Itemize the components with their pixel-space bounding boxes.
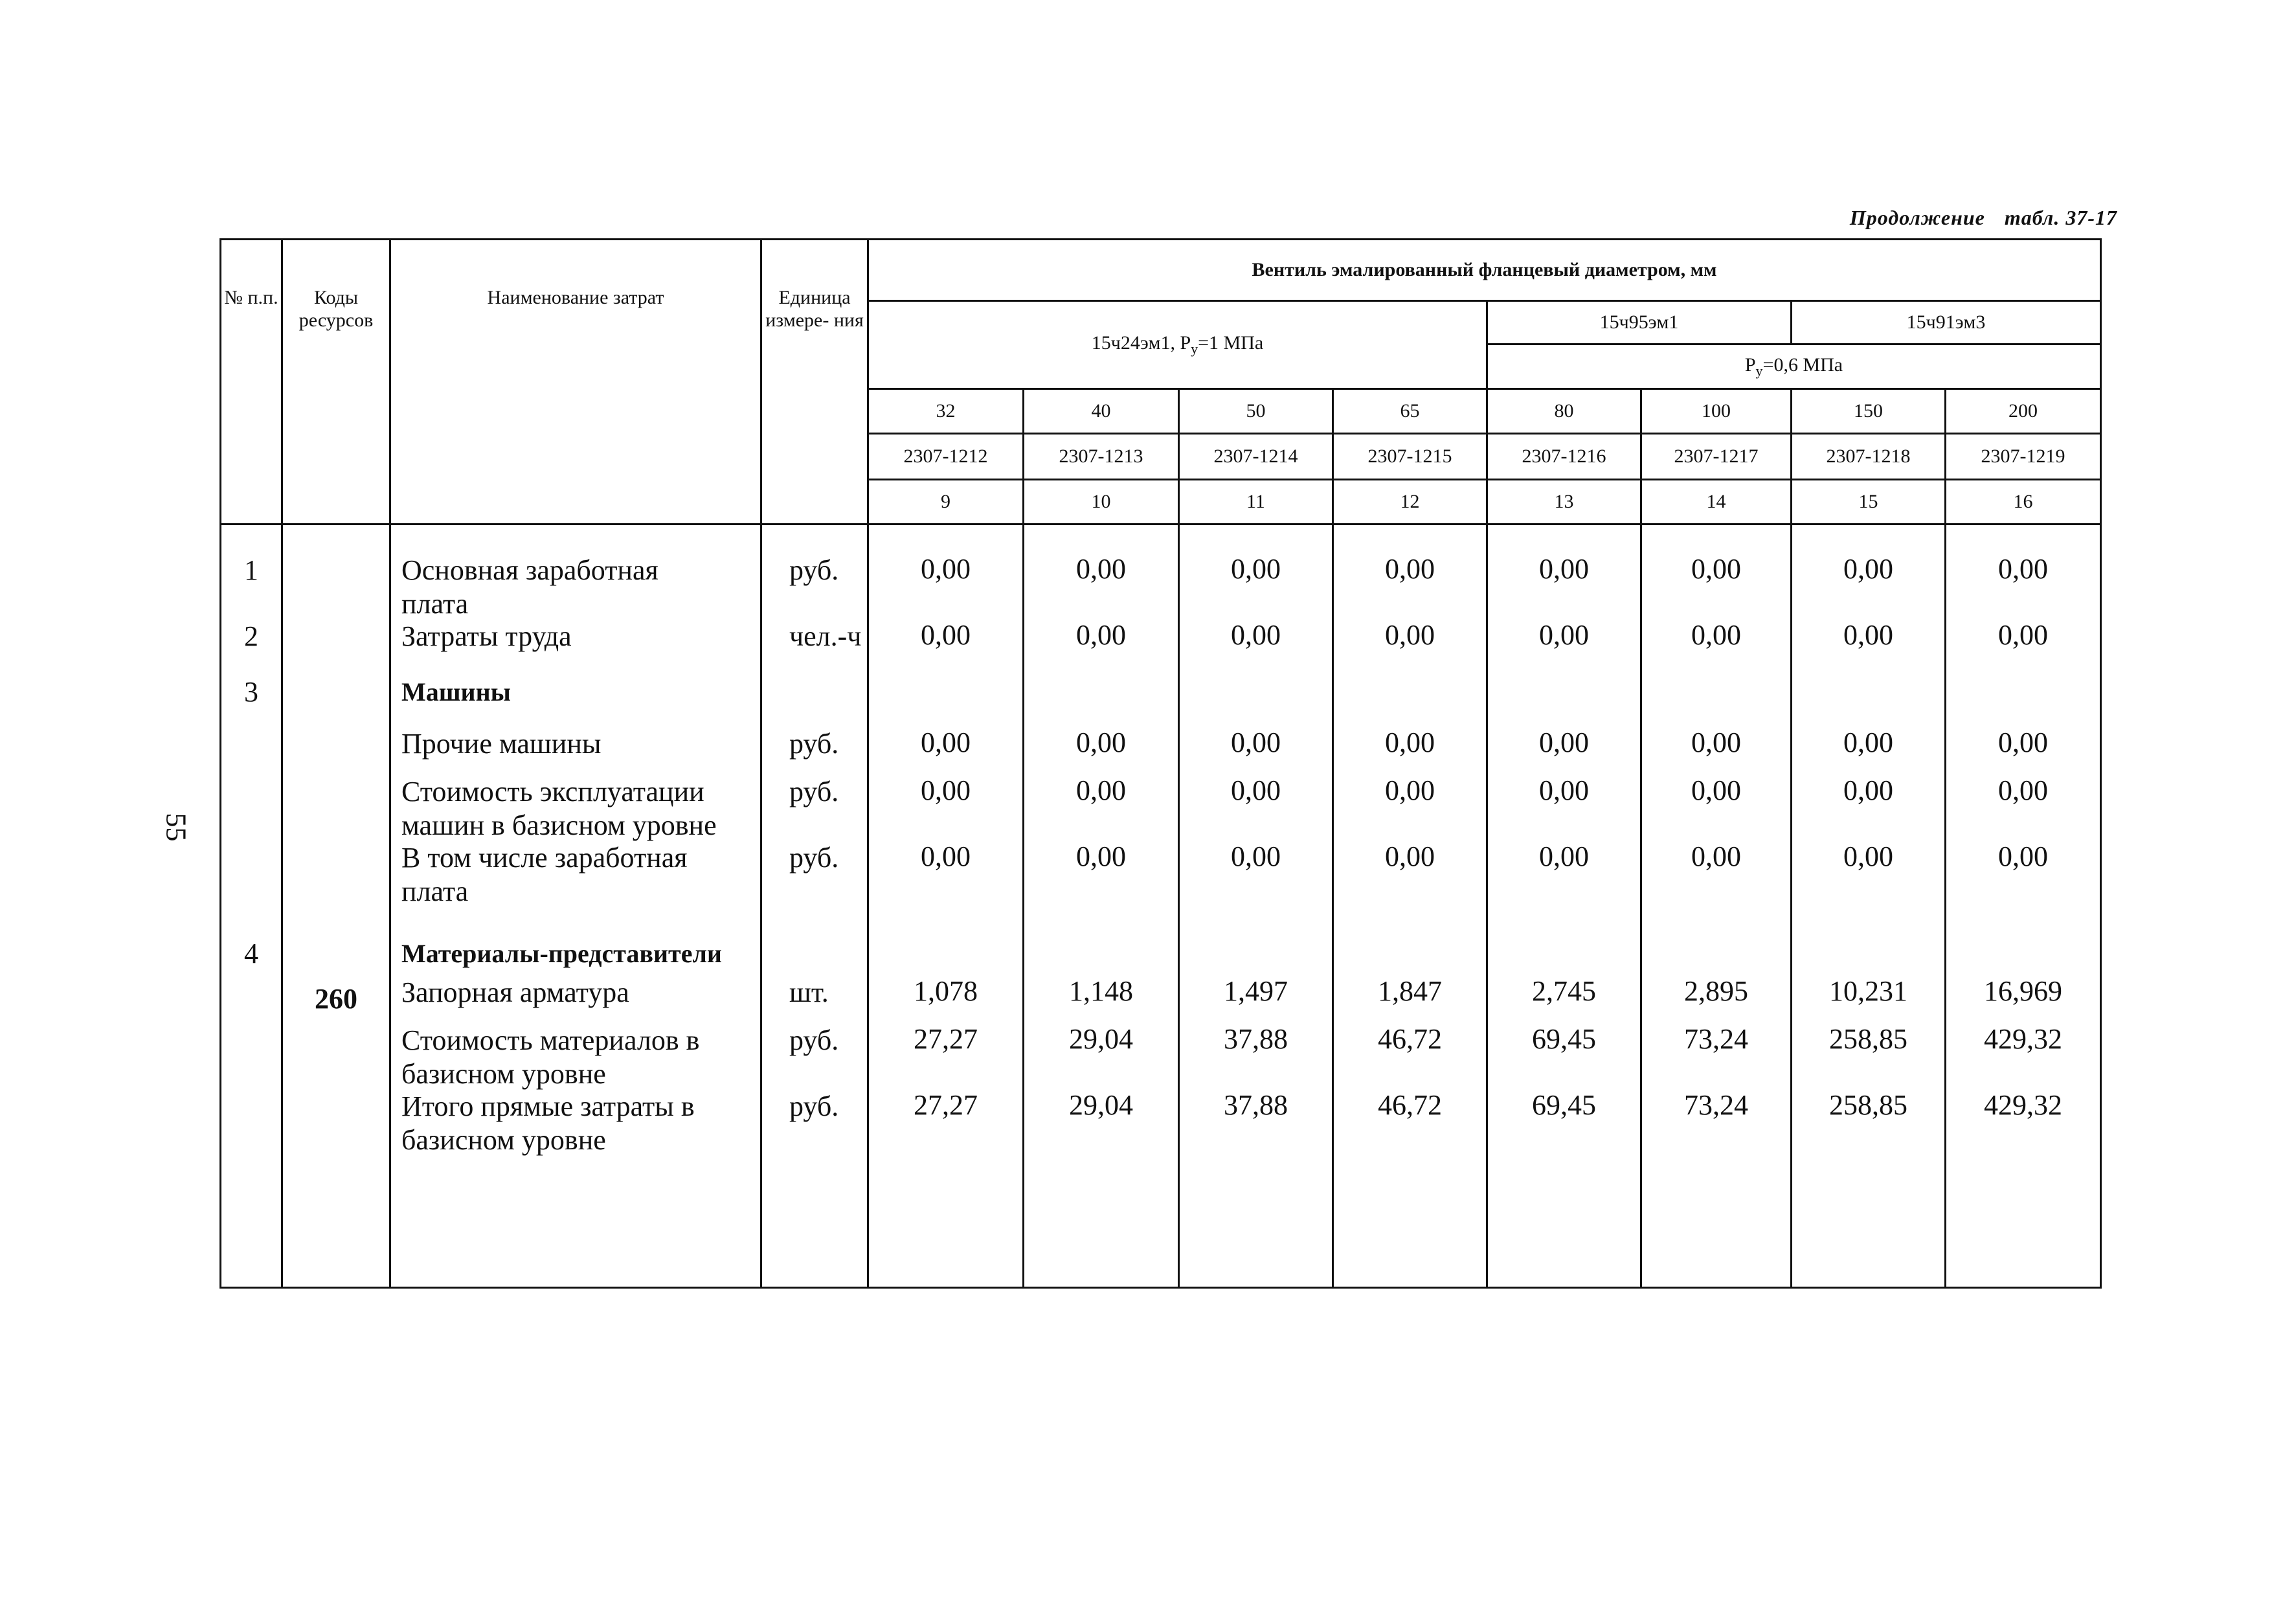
resource-code-cell: 2307-1219 bbox=[1946, 434, 2101, 480]
cost-value: 0,00 bbox=[921, 840, 971, 872]
cost-value: 0,00 bbox=[1385, 840, 1435, 872]
cost-value: 0,00 bbox=[921, 727, 971, 758]
header-num: № п.п. bbox=[221, 240, 282, 524]
cost-value: 0,00 bbox=[1691, 619, 1741, 651]
unit-value: руб. bbox=[789, 728, 839, 760]
cost-value: 0,00 bbox=[1998, 619, 2048, 651]
cost-name: Стоимость эксплуатации bbox=[401, 776, 704, 807]
cost-value: 0,00 bbox=[1231, 727, 1281, 758]
diameter-cell: 40 bbox=[1024, 389, 1179, 434]
body-col-num bbox=[221, 524, 282, 1288]
body-col-value bbox=[1024, 524, 1179, 1288]
cost-value: 2,895 bbox=[1684, 975, 1748, 1007]
unit-value: руб. bbox=[789, 1024, 839, 1056]
cost-name: Запорная арматура bbox=[401, 976, 629, 1008]
cost-value: 0,00 bbox=[1843, 727, 1893, 758]
column-number-cell: 16 bbox=[1946, 480, 2101, 524]
cost-value: 0,00 bbox=[1843, 619, 1893, 651]
unit-value: руб. bbox=[789, 1090, 839, 1122]
cost-value: 0,00 bbox=[1843, 840, 1893, 872]
cost-value: 258,85 bbox=[1829, 1023, 1907, 1055]
cost-value: 0,00 bbox=[1539, 774, 1589, 806]
cost-value: 0,00 bbox=[921, 619, 971, 651]
cost-value: 0,00 bbox=[1539, 727, 1589, 758]
cost-value: 429,32 bbox=[1984, 1089, 2062, 1121]
cost-value: 0,00 bbox=[1076, 553, 1126, 585]
cost-value: 0,00 bbox=[1231, 774, 1281, 806]
cost-value: 69,45 bbox=[1532, 1023, 1596, 1055]
cost-name-cont: базисном уровне bbox=[401, 1124, 606, 1156]
diameter-cell: 50 bbox=[1179, 389, 1333, 434]
header-group-title: Вентиль эмалированный фланцевый диаметром, мм bbox=[868, 240, 2101, 301]
cost-value: 0,00 bbox=[1539, 840, 1589, 872]
column-number-cell: 12 bbox=[1333, 480, 1487, 524]
cost-name-cont: базисном уровне bbox=[401, 1058, 606, 1090]
cost-value: 0,00 bbox=[1539, 619, 1589, 651]
cost-name: Основная заработная bbox=[401, 554, 658, 586]
page-number: 55 bbox=[160, 813, 192, 842]
diameter-cell: 80 bbox=[1487, 389, 1641, 434]
cost-value: 0,00 bbox=[1385, 619, 1435, 651]
cost-value: 0,00 bbox=[1843, 553, 1893, 585]
cost-value: 29,04 bbox=[1069, 1089, 1133, 1121]
body-col-value bbox=[1946, 524, 2101, 1288]
header-subgroup-2: 15ч95эм1 bbox=[1487, 301, 1792, 344]
column-number-cell: 10 bbox=[1024, 480, 1179, 524]
resource-code-cell: 2307-1212 bbox=[868, 434, 1024, 480]
header-pressure-2: $Р_у=0,6$ МПа bbox=[1487, 344, 2101, 389]
cost-name: Прочие машины bbox=[401, 728, 602, 760]
body-col-value bbox=[1641, 524, 1792, 1288]
body-col-code bbox=[282, 524, 390, 1288]
unit-value: руб. bbox=[789, 776, 839, 807]
diameter-cell: 65 bbox=[1333, 389, 1487, 434]
cost-name: Итого прямые затраты в bbox=[401, 1090, 695, 1122]
cost-value: 0,00 bbox=[1843, 774, 1893, 806]
cost-name: Затраты труда bbox=[401, 620, 572, 652]
cost-value: 37,88 bbox=[1224, 1089, 1288, 1121]
cost-value: 0,00 bbox=[1691, 840, 1741, 872]
cost-name-cont: плата bbox=[401, 875, 469, 907]
column-number-cell: 15 bbox=[1792, 480, 1946, 524]
cost-value: 0,00 bbox=[1691, 553, 1741, 585]
resource-code-cell: 2307-1218 bbox=[1792, 434, 1946, 480]
cost-value: 73,24 bbox=[1684, 1023, 1748, 1055]
resource-code-cell: 2307-1214 bbox=[1179, 434, 1333, 480]
cost-value: 0,00 bbox=[1231, 553, 1281, 585]
cost-value: 258,85 bbox=[1829, 1089, 1907, 1121]
cost-name: Материалы-представители bbox=[401, 939, 722, 968]
cost-name-cont: машин в базисном уровне bbox=[401, 809, 717, 841]
body-col-value bbox=[868, 524, 1024, 1288]
caption-table-ref: табл. 37-17 bbox=[2004, 206, 2117, 229]
cost-value: 0,00 bbox=[1076, 774, 1126, 806]
cost-value: 0,00 bbox=[1385, 727, 1435, 758]
unit-value: руб. bbox=[789, 842, 839, 874]
column-number-cell: 11 bbox=[1179, 480, 1333, 524]
cost-value: 1,847 bbox=[1378, 975, 1442, 1007]
cost-value: 0,00 bbox=[1385, 553, 1435, 585]
diameter-cell: 200 bbox=[1946, 389, 2101, 434]
body-col-value bbox=[1792, 524, 1946, 1288]
header-subgroup-1: 15ч24эм1, $Р_у=1$ МПа bbox=[868, 301, 1487, 389]
cost-value: 46,72 bbox=[1378, 1089, 1442, 1121]
cost-value: 0,00 bbox=[1385, 774, 1435, 806]
cost-value: 46,72 bbox=[1378, 1023, 1442, 1055]
cost-value: 37,88 bbox=[1224, 1023, 1288, 1055]
cost-value: 1,078 bbox=[914, 975, 978, 1007]
column-number-cell: 9 bbox=[868, 480, 1024, 524]
diameter-cell: 32 bbox=[868, 389, 1024, 434]
unit-value: руб. bbox=[789, 554, 839, 586]
cost-value: 0,00 bbox=[1998, 553, 2048, 585]
cost-name: Машины bbox=[401, 677, 511, 706]
cost-value: 27,27 bbox=[914, 1023, 978, 1055]
cost-value: 0,00 bbox=[1076, 619, 1126, 651]
resource-code-cell: 2307-1213 bbox=[1024, 434, 1179, 480]
cost-value: 1,148 bbox=[1069, 975, 1133, 1007]
cost-value: 429,32 bbox=[1984, 1023, 2062, 1055]
caption-continuation: Продолжение bbox=[1849, 206, 1985, 229]
cost-name: В том числе заработная bbox=[401, 842, 688, 874]
row-number: 1 bbox=[244, 554, 258, 586]
body-col-value bbox=[1179, 524, 1333, 1288]
body-col-unit bbox=[761, 524, 868, 1288]
cost-value: 0,00 bbox=[1231, 840, 1281, 872]
resource-code-cell: 2307-1217 bbox=[1641, 434, 1792, 480]
unit-value: шт. bbox=[789, 976, 829, 1008]
cost-value: 0,00 bbox=[1998, 840, 2048, 872]
column-number-cell: 14 bbox=[1641, 480, 1792, 524]
cost-value: 0,00 bbox=[1998, 727, 2048, 758]
cost-name-cont: плата bbox=[401, 588, 469, 620]
body-col-name bbox=[390, 524, 761, 1288]
row-number: 3 bbox=[244, 676, 258, 708]
resource-code-cell: 2307-1215 bbox=[1333, 434, 1487, 480]
cost-name: Стоимость материалов в bbox=[401, 1024, 700, 1056]
cost-value: 0,00 bbox=[1691, 774, 1741, 806]
cost-value: 1,497 bbox=[1224, 975, 1288, 1007]
row-number: 4 bbox=[244, 938, 258, 969]
cost-value: 0,00 bbox=[1076, 840, 1126, 872]
cost-value: 0,00 bbox=[1691, 727, 1741, 758]
cost-value: 16,969 bbox=[1984, 975, 2062, 1007]
header-codes: Коды ресурсов bbox=[282, 240, 390, 524]
resource-code-cell: 2307-1216 bbox=[1487, 434, 1641, 480]
cost-value: 29,04 bbox=[1069, 1023, 1133, 1055]
unit-value: чел.-ч bbox=[789, 620, 862, 652]
table-caption bbox=[1748, 206, 2117, 230]
cost-value: 73,24 bbox=[1684, 1089, 1748, 1121]
resource-code: 260 bbox=[315, 983, 357, 1015]
header-subgroup-3: 15ч91эм3 bbox=[1792, 301, 2101, 344]
body-col-value bbox=[1333, 524, 1487, 1288]
header-name: Наименование затрат bbox=[390, 240, 761, 524]
cost-value: 10,231 bbox=[1829, 975, 1907, 1007]
cost-value: 0,00 bbox=[921, 774, 971, 806]
cost-table bbox=[219, 238, 2102, 1289]
cost-value: 2,745 bbox=[1532, 975, 1596, 1007]
cost-value: 69,45 bbox=[1532, 1089, 1596, 1121]
cost-value: 0,00 bbox=[1998, 774, 2048, 806]
column-number-cell: 13 bbox=[1487, 480, 1641, 524]
cost-value: 0,00 bbox=[1231, 619, 1281, 651]
cost-value: 0,00 bbox=[1076, 727, 1126, 758]
header-unit: Единица измере- ния bbox=[761, 240, 868, 524]
row-number: 2 bbox=[244, 620, 258, 652]
cost-value: 0,00 bbox=[921, 553, 971, 585]
table-body-row bbox=[221, 524, 2101, 1288]
cost-value: 27,27 bbox=[914, 1089, 978, 1121]
body-col-value bbox=[1487, 524, 1641, 1288]
diameter-cell: 150 bbox=[1792, 389, 1946, 434]
cost-value: 0,00 bbox=[1539, 553, 1589, 585]
diameter-cell: 100 bbox=[1641, 389, 1792, 434]
